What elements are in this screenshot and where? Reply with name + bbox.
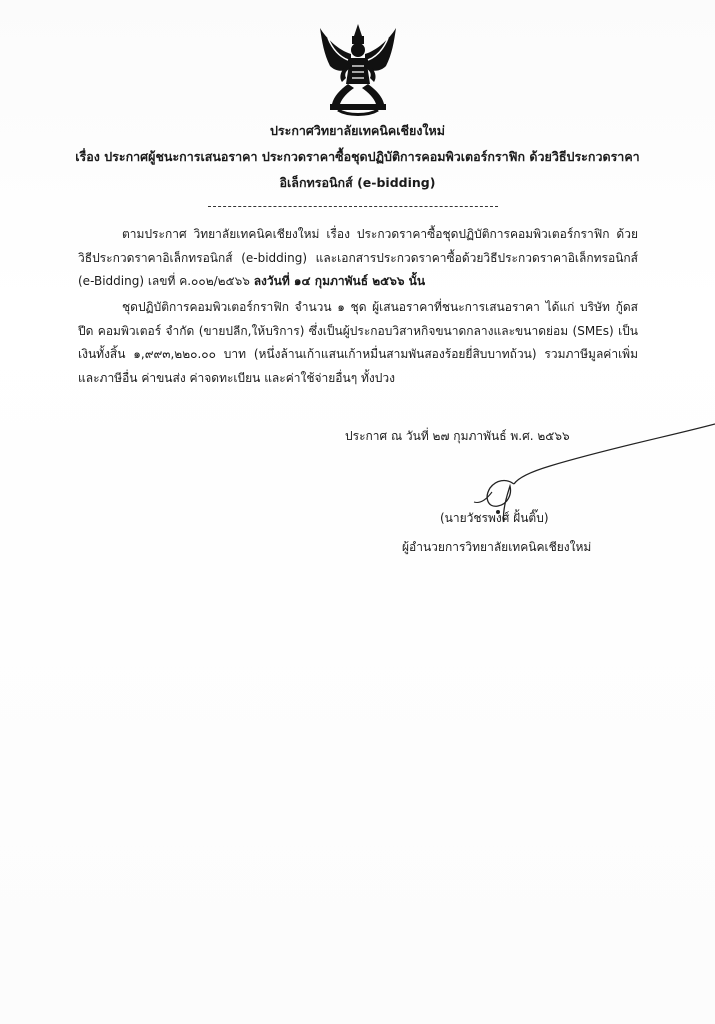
announcement-subject: เรื่อง ประกาศผู้ชนะการเสนอราคา ประกวดราคาซื้อชุดปฏิบัติการคอมพิวเตอร์กราฟิก ด้วยวิธีประกวดราคา: [75, 149, 640, 164]
garuda-emblem-icon: [308, 20, 408, 118]
separator-line: [208, 206, 498, 207]
announcement-date: ประกาศ ณ วันที่ ๒๗ กุมภาพันธ์ พ.ศ. ๒๕๖๖: [345, 429, 570, 443]
signer-name: (นายวัชรพงศ์ ฝั้นติ๊บ): [440, 511, 549, 525]
announcement-subject-continued: อิเล็กทรอนิกส์ (e-bidding): [279, 175, 436, 190]
paragraph-reference: [78, 223, 638, 294]
signer-position: ผู้อำนวยการวิทยาลัยเทคนิคเชียงใหม่: [402, 540, 592, 554]
announcement-heading: ประกาศวิทยาลัยเทคนิคเชียงใหม่: [269, 123, 446, 138]
paragraph-winner: ชุดปฏิบัติการคอมพิวเตอร์กราฟิก จำนวน ๑ ชุด ผู้เสนอราคาที่ชนะการเสนอราคา ได้แก่ บริษัท กู้ดสปีด คอมพิวเตอร์ จำกัด (ขายปลีก,ให้บริการ) ซึ่งเป็นผู้ประกอบวิสาหกิจขนาดกลางและขนาดย่อม (SMEs) เป็นเงินทั้งสิ้น ๑,๙๙๓,๒๒๐.๐๐ บาท (หนึ่งล้านเก้าแสนเก้าหมื่นสามพันสองร้อยยี่สิบบาทถ้วน) รวมภาษีมูลค่าเพิ่มและภาษีอื่น ค่าขนส่ง ค่าจดทะเบียน และค่าใช้จ่ายอื่นๆ ทั้งปวง: [78, 300, 638, 385]
paragraph-reference-date: ลงวันที่ ๑๔ กุมภาพันธ์ ๒๕๖๖ นั้น: [253, 274, 426, 288]
paragraph-reference-text: ตามประกาศ วิทยาลัยเทคนิคเชียงใหม่ เรื่อง ประกวดราคาซื้อชุดปฏิบัติการคอมพิวเตอร์กราฟิก ด้วยวิธีประกวดราคาอิเล็กทรอนิกส์ (e-bidding) และเอกสารประกวดราคาซื้อด้วยวิธีประกวดราคาอิเล็กทรอนิกส์ (e-Bidding) เลขที่ ค.๐๐๒/๒๕๖๖: [78, 227, 638, 288]
